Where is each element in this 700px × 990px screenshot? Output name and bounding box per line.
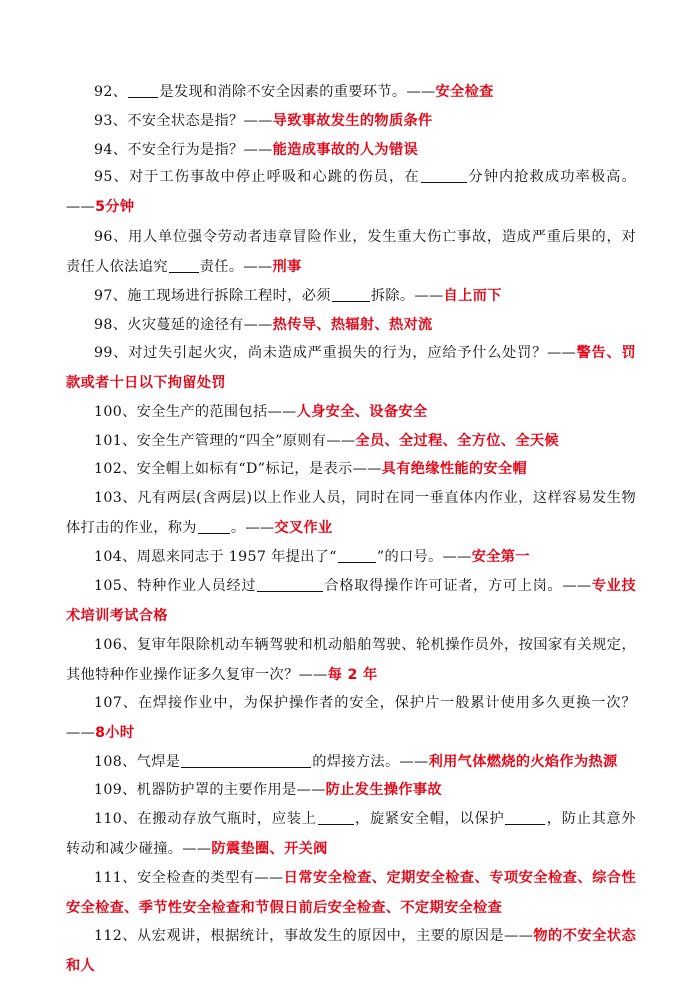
- question-94: [66, 136, 636, 166]
- answer-text: 5分钟: [95, 198, 135, 215]
- question-109: [66, 776, 636, 806]
- question-text: 105、特种作业人员经过: [94, 578, 257, 594]
- answer-text: 热传导、热辐射、热对流: [272, 317, 433, 333]
- question-text: 103、凡有两层(含两层)以上作业人员，同时在同一垂直体内作业，这样容易发生物体打击的作业，称为: [66, 490, 636, 536]
- question-text: 102、安全帽上如标有“D”标记，是表示——: [94, 461, 382, 477]
- answer-text: 能造成事故的人为错误: [272, 142, 419, 158]
- question-text: ”的口号。——: [376, 549, 472, 565]
- question-text: 108、气焊是: [94, 754, 181, 770]
- fill-in-blank: [318, 809, 354, 825]
- answer-text: 警告、罚款或者十日以下拘留处罚: [66, 345, 637, 391]
- question-text: 。——: [230, 519, 275, 536]
- answer-text: 日常安全检查、定期安全检查、专项安全检查、综合性安全检查、季节性安全检查和节假日前后安全检查、不定期安全检查: [66, 870, 636, 916]
- question-text: 112、从宏观讲，根据统计，事故发生的原因中，主要的原因是——: [94, 928, 534, 944]
- question-105: [66, 572, 636, 631]
- question-108: [66, 748, 636, 778]
- fill-in-blank: [169, 257, 199, 273]
- answer-text: 具有绝缘性能的安全帽: [381, 461, 528, 477]
- question-text: 104、周恩来同志于 1957 年提出了“: [94, 549, 337, 565]
- question-112: [66, 922, 636, 981]
- fill-in-blank: [198, 518, 230, 534]
- question-111: [66, 864, 636, 923]
- question-107: [66, 689, 636, 748]
- answer-text: 刑事: [272, 258, 302, 275]
- question-text: 111、安全检查的类型有——: [94, 870, 284, 886]
- answer-text: 安全第一: [471, 549, 530, 565]
- answer-text: 利用气体燃烧的火焰作为热源: [428, 754, 618, 770]
- question-95: [66, 163, 636, 222]
- question-93: [66, 107, 636, 137]
- question-text: 拆除。——: [370, 288, 444, 304]
- question-92: [66, 78, 636, 108]
- question-text: 101、安全生产管理的“四全”原则有——: [94, 433, 356, 449]
- question-97: [66, 282, 636, 312]
- fill-in-blank: [332, 286, 370, 302]
- answer-text: 防止发生操作事故: [325, 782, 442, 798]
- question-text: 107、在焊接作业中，为保护操作者的安全，保护片一般累计使用多久更换一次？——: [66, 695, 636, 741]
- question-99: [66, 339, 636, 398]
- answer-text: 物的不安全状态和人: [66, 928, 637, 974]
- question-100: [66, 398, 636, 428]
- question-98: [66, 311, 636, 341]
- fill-in-blank: [128, 82, 158, 98]
- question-96: [66, 223, 636, 282]
- question-text: 分钟内抢救成功率极高。——: [66, 169, 636, 215]
- question-104: [66, 543, 636, 573]
- question-102: [66, 455, 636, 485]
- answer-text: 全员、全过程、全方位、全天候: [355, 433, 559, 449]
- question-103: [66, 484, 636, 543]
- question-text: 96、用人单位强令劳动者违章冒险作业，发生重大伤亡事故，造成严重后果的，对责任人依法追究: [66, 229, 636, 275]
- question-text: ，防止其意外转动和减少碰撞。——: [66, 811, 636, 857]
- question-text: 93、不安全状态是指？——: [94, 113, 273, 129]
- question-text: 的焊接方法。——: [312, 754, 429, 770]
- answer-text: 安全检查: [435, 84, 494, 100]
- question-text: 95、对于工伤事故中停止呼吸和心跳的伤员，在: [94, 169, 420, 185]
- question-text: 100、安全生产的范围包括——: [94, 404, 297, 420]
- question-text: 97、施工现场进行拆除工程时，必须: [94, 288, 331, 304]
- fill-in-blank: [257, 576, 323, 592]
- question-106: [66, 631, 636, 690]
- answer-text: 8小时: [95, 724, 135, 741]
- question-110: [66, 805, 636, 864]
- question-text: 合格取得操作许可证者，方可上岗。——: [324, 578, 592, 594]
- answer-text: 每 2 年: [327, 666, 378, 683]
- answer-text: 交叉作业: [274, 519, 333, 536]
- answer-text: 人身安全、设备安全: [296, 404, 428, 420]
- question-text: 99、对过失引起火灾，尚未造成严重损失的行为，应给予什么处罚？——: [94, 345, 577, 361]
- question-text: 109、机器防护罩的主要作用是——: [94, 782, 326, 798]
- answer-text: 导致事故发生的物质条件: [272, 113, 433, 129]
- question-101: [66, 427, 636, 457]
- question-text: 106、复审年限除机动车辆驾驶和机动船舶驾驶、轮机操作员外，按国家有关规定，其他特种作业操作证多久复审一次？——: [66, 637, 636, 683]
- question-text: 110、在搬动存放气瓶时，应装上: [94, 811, 317, 827]
- question-text: 98、火灾蔓延的途径有——: [94, 317, 273, 333]
- question-text: 92、: [94, 84, 128, 100]
- question-text: 责任。——: [199, 258, 273, 275]
- fill-in-blank: [421, 167, 467, 183]
- fill-in-blank: [181, 752, 311, 768]
- question-text: 94、不安全行为是指？——: [94, 142, 273, 158]
- question-text: 是发现和消除不安全因素的重要环节。——: [159, 84, 436, 100]
- question-text: ，旋紧安全帽，以保护: [354, 811, 505, 827]
- answer-text: 防震垫圈、开关阀: [211, 840, 328, 857]
- fill-in-blank: [505, 809, 545, 825]
- answer-text: 专业技术培训考试合格: [66, 578, 636, 624]
- answer-text: 自上而下: [443, 288, 502, 304]
- fill-in-blank: [338, 547, 376, 563]
